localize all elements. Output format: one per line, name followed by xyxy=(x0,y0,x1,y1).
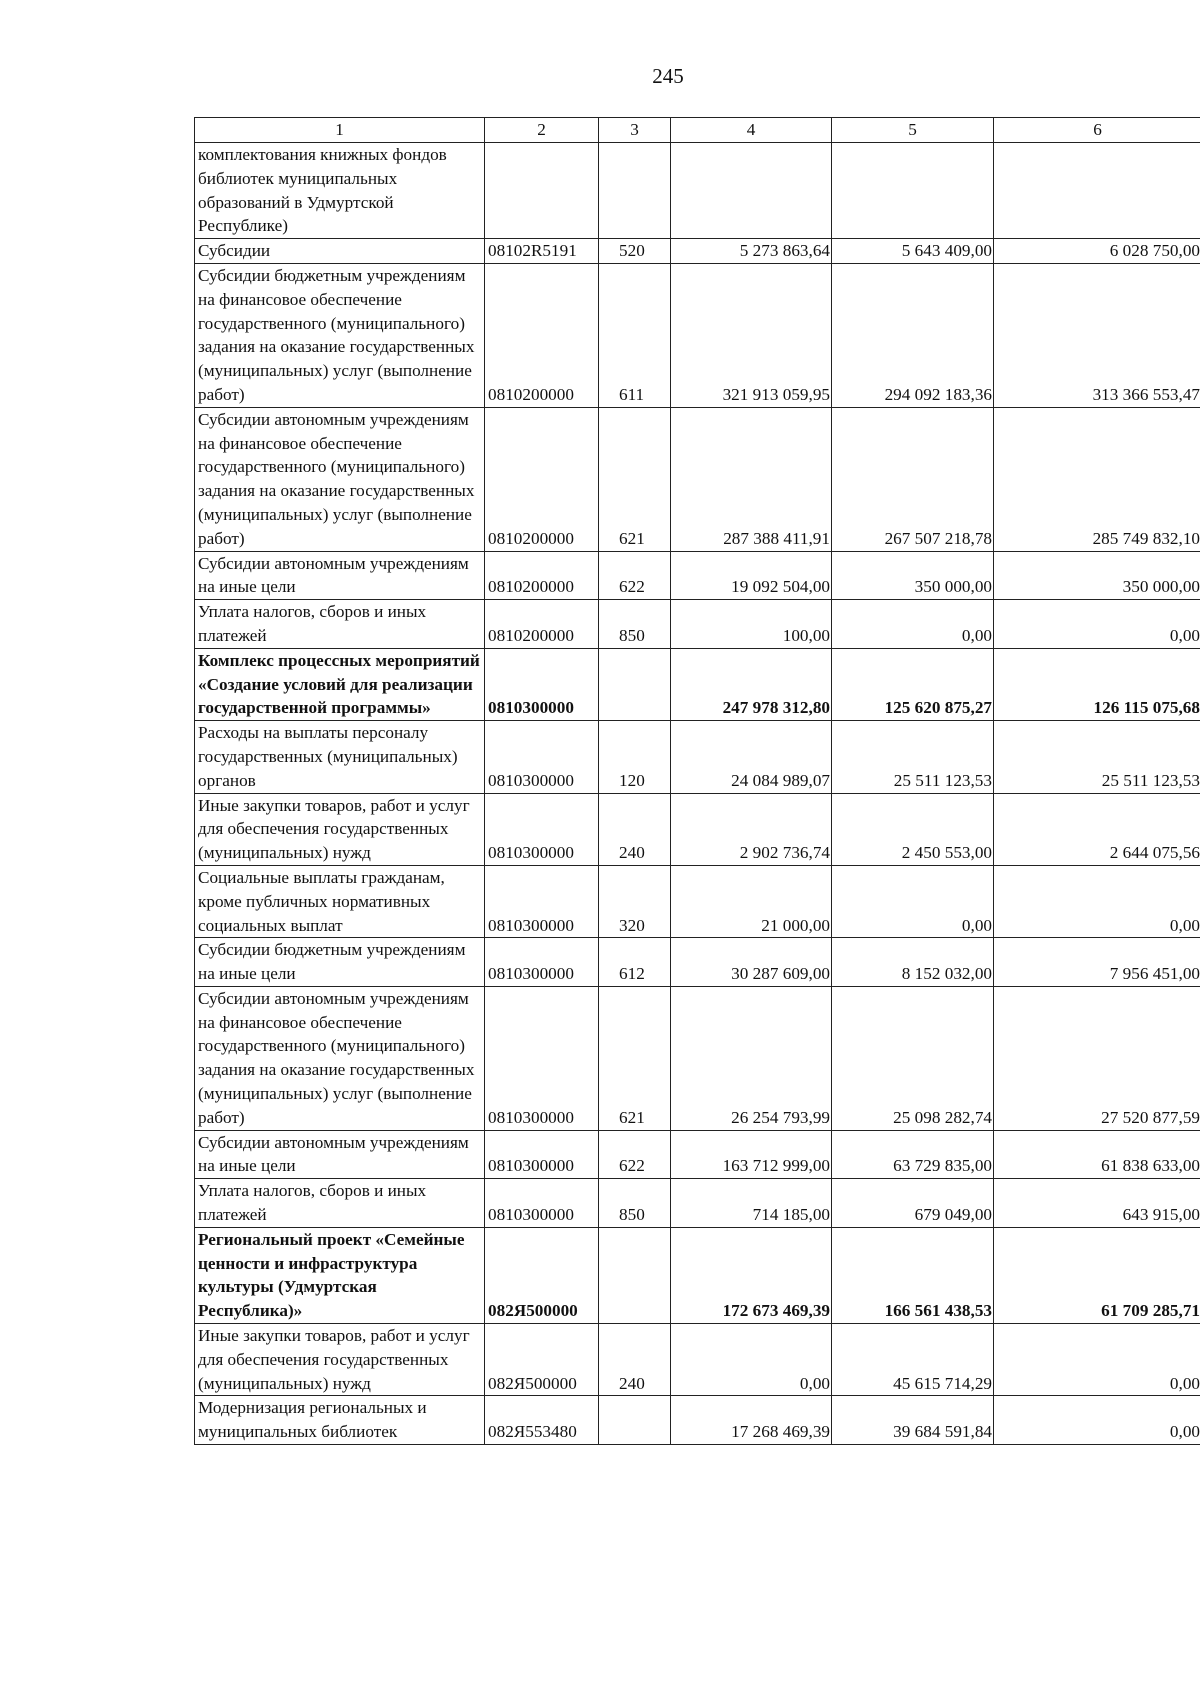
row-expense-type-cell: 611 xyxy=(599,263,671,407)
row-value-4-cell xyxy=(671,143,832,239)
row-value-5-cell: 25 511 123,53 xyxy=(832,721,994,793)
row-value-4-cell: 30 287 609,00 xyxy=(671,938,832,987)
row-value-5-cell: 5 643 409,00 xyxy=(832,239,994,264)
table-row xyxy=(195,143,1200,239)
column-header-4: 4 xyxy=(671,118,832,143)
row-value-6-cell: 61 709 285,71 xyxy=(994,1227,1200,1323)
table-row xyxy=(195,600,1200,649)
row-expense-type-cell xyxy=(599,1227,671,1323)
column-header-2: 2 xyxy=(485,118,599,143)
column-header-3: 3 xyxy=(599,118,671,143)
row-expense-type-cell: 240 xyxy=(599,793,671,865)
table-row xyxy=(195,865,1200,937)
row-value-5-cell: 25 098 282,74 xyxy=(832,986,994,1130)
row-code-cell: 0810200000 xyxy=(485,551,599,600)
row-value-6-cell: 27 520 877,59 xyxy=(994,986,1200,1130)
row-name-cell: Региональный проект «Семейные ценности и инфраструктура культуры (Удмуртская Республика)» xyxy=(195,1227,485,1323)
row-value-4-cell: 100,00 xyxy=(671,600,832,649)
row-value-6-cell: 313 366 553,47 xyxy=(994,263,1200,407)
row-value-6-cell: 61 838 633,00 xyxy=(994,1130,1200,1179)
table-row xyxy=(195,648,1200,720)
row-value-4-cell: 287 388 411,91 xyxy=(671,407,832,551)
table-row xyxy=(195,1130,1200,1179)
row-name-cell: Иные закупки товаров, работ и услуг для обеспечения государственных (муниципальных) нужд xyxy=(195,1324,485,1396)
row-code-cell: 0810300000 xyxy=(485,793,599,865)
column-header-6: 6 xyxy=(994,118,1200,143)
row-value-5-cell: 0,00 xyxy=(832,600,994,649)
row-value-5-cell: 166 561 438,53 xyxy=(832,1227,994,1323)
row-name-cell: Комплекс процессных мероприятий «Создание условий для реализации государственной программы» xyxy=(195,648,485,720)
row-value-4-cell: 5 273 863,64 xyxy=(671,239,832,264)
row-expense-type-cell: 622 xyxy=(599,551,671,600)
row-value-6-cell: 0,00 xyxy=(994,1324,1200,1396)
table-row xyxy=(195,551,1200,600)
row-code-cell: 0810300000 xyxy=(485,648,599,720)
table-row xyxy=(195,793,1200,865)
row-value-4-cell: 2 902 736,74 xyxy=(671,793,832,865)
row-expense-type-cell: 622 xyxy=(599,1130,671,1179)
row-value-6-cell: 0,00 xyxy=(994,865,1200,937)
row-name-cell: Субсидии автономным учреждениям на финансовое обеспечение государственного (муниципального) задания на оказание государственных (муниципальных) услуг (выполнение работ) xyxy=(195,986,485,1130)
table-row xyxy=(195,938,1200,987)
row-value-4-cell: 714 185,00 xyxy=(671,1179,832,1228)
row-value-5-cell: 679 049,00 xyxy=(832,1179,994,1228)
header-row xyxy=(195,118,1200,143)
row-value-4-cell: 17 268 469,39 xyxy=(671,1396,832,1445)
table-row xyxy=(195,986,1200,1130)
row-value-4-cell: 247 978 312,80 xyxy=(671,648,832,720)
row-value-6-cell: 0,00 xyxy=(994,600,1200,649)
table-row xyxy=(195,1396,1200,1445)
table-row xyxy=(195,1179,1200,1228)
row-code-cell xyxy=(485,143,599,239)
row-value-5-cell: 0,00 xyxy=(832,865,994,937)
row-value-5-cell: 8 152 032,00 xyxy=(832,938,994,987)
row-expense-type-cell: 520 xyxy=(599,239,671,264)
row-value-6-cell: 6 028 750,00 xyxy=(994,239,1200,264)
row-code-cell: 0810300000 xyxy=(485,986,599,1130)
row-value-5-cell: 45 615 714,29 xyxy=(832,1324,994,1396)
row-code-cell: 082Я500000 xyxy=(485,1227,599,1323)
row-expense-type-cell xyxy=(599,143,671,239)
row-name-cell: Уплата налогов, сборов и иных платежей xyxy=(195,600,485,649)
row-value-6-cell: 126 115 075,68 xyxy=(994,648,1200,720)
row-code-cell: 0810200000 xyxy=(485,263,599,407)
row-value-5-cell: 267 507 218,78 xyxy=(832,407,994,551)
row-value-5-cell: 2 450 553,00 xyxy=(832,793,994,865)
row-expense-type-cell: 850 xyxy=(599,600,671,649)
row-expense-type-cell: 850 xyxy=(599,1179,671,1228)
row-value-4-cell: 172 673 469,39 xyxy=(671,1227,832,1323)
row-name-cell: Расходы на выплаты персоналу государственных (муниципальных) органов xyxy=(195,721,485,793)
row-name-cell: Субсидии бюджетным учреждениям на иные цели xyxy=(195,938,485,987)
row-expense-type-cell: 320 xyxy=(599,865,671,937)
row-value-6-cell: 2 644 075,56 xyxy=(994,793,1200,865)
table-row xyxy=(195,1324,1200,1396)
budget-table xyxy=(194,117,1200,1445)
row-value-5-cell xyxy=(832,143,994,239)
row-value-6-cell: 285 749 832,10 xyxy=(994,407,1200,551)
row-name-cell: Иные закупки товаров, работ и услуг для обеспечения государственных (муниципальных) нужд xyxy=(195,793,485,865)
row-value-4-cell: 21 000,00 xyxy=(671,865,832,937)
row-name-cell: комплектования книжных фондов библиотек муниципальных образований в Удмуртской Республике) xyxy=(195,143,485,239)
row-value-6-cell: 643 915,00 xyxy=(994,1179,1200,1228)
table-body xyxy=(195,143,1200,1445)
row-value-6-cell xyxy=(994,143,1200,239)
row-value-6-cell: 7 956 451,00 xyxy=(994,938,1200,987)
row-code-cell: 08102R5191 xyxy=(485,239,599,264)
row-code-cell: 0810300000 xyxy=(485,1179,599,1228)
row-name-cell: Субсидии бюджетным учреждениям на финансовое обеспечение государственного (муниципального) задания на оказание государственных (муниципальных) услуг (выполнение работ) xyxy=(195,263,485,407)
row-name-cell: Субсидии автономным учреждениям на иные цели xyxy=(195,1130,485,1179)
row-code-cell: 0810300000 xyxy=(485,865,599,937)
row-value-4-cell: 24 084 989,07 xyxy=(671,721,832,793)
row-value-6-cell: 350 000,00 xyxy=(994,551,1200,600)
table-row xyxy=(195,239,1200,264)
row-code-cell: 0810300000 xyxy=(485,1130,599,1179)
row-name-cell: Уплата налогов, сборов и иных платежей xyxy=(195,1179,485,1228)
row-value-5-cell: 125 620 875,27 xyxy=(832,648,994,720)
column-header-5: 5 xyxy=(832,118,994,143)
row-expense-type-cell: 621 xyxy=(599,986,671,1130)
row-name-cell: Модернизация региональных и муниципальных библиотек xyxy=(195,1396,485,1445)
row-value-5-cell: 294 092 183,36 xyxy=(832,263,994,407)
row-value-4-cell: 163 712 999,00 xyxy=(671,1130,832,1179)
row-code-cell: 0810300000 xyxy=(485,938,599,987)
row-name-cell: Субсидии автономным учреждениям на иные цели xyxy=(195,551,485,600)
row-value-6-cell: 25 511 123,53 xyxy=(994,721,1200,793)
row-code-cell: 0810200000 xyxy=(485,600,599,649)
row-expense-type-cell: 120 xyxy=(599,721,671,793)
row-code-cell: 082Я500000 xyxy=(485,1324,599,1396)
row-expense-type-cell: 612 xyxy=(599,938,671,987)
row-value-5-cell: 39 684 591,84 xyxy=(832,1396,994,1445)
column-header-1: 1 xyxy=(195,118,485,143)
row-value-4-cell: 26 254 793,99 xyxy=(671,986,832,1130)
row-value-4-cell: 0,00 xyxy=(671,1324,832,1396)
row-value-6-cell: 0,00 xyxy=(994,1396,1200,1445)
row-value-5-cell: 350 000,00 xyxy=(832,551,994,600)
row-code-cell: 0810300000 xyxy=(485,721,599,793)
row-expense-type-cell: 621 xyxy=(599,407,671,551)
row-value-4-cell: 19 092 504,00 xyxy=(671,551,832,600)
table-row xyxy=(195,1227,1200,1323)
table-row xyxy=(195,407,1200,551)
row-name-cell: Субсидии xyxy=(195,239,485,264)
table-row xyxy=(195,263,1200,407)
row-value-5-cell: 63 729 835,00 xyxy=(832,1130,994,1179)
row-value-4-cell: 321 913 059,95 xyxy=(671,263,832,407)
table-row xyxy=(195,721,1200,793)
row-code-cell: 082Я553480 xyxy=(485,1396,599,1445)
row-expense-type-cell xyxy=(599,648,671,720)
row-expense-type-cell xyxy=(599,1396,671,1445)
row-name-cell: Социальные выплаты гражданам, кроме публичных нормативных социальных выплат xyxy=(195,865,485,937)
row-code-cell: 0810200000 xyxy=(485,407,599,551)
page-number: 245 xyxy=(652,64,684,88)
row-expense-type-cell: 240 xyxy=(599,1324,671,1396)
row-name-cell: Субсидии автономным учреждениям на финансовое обеспечение государственного (муниципального) задания на оказание государственных (муниципальных) услуг (выполнение работ) xyxy=(195,407,485,551)
